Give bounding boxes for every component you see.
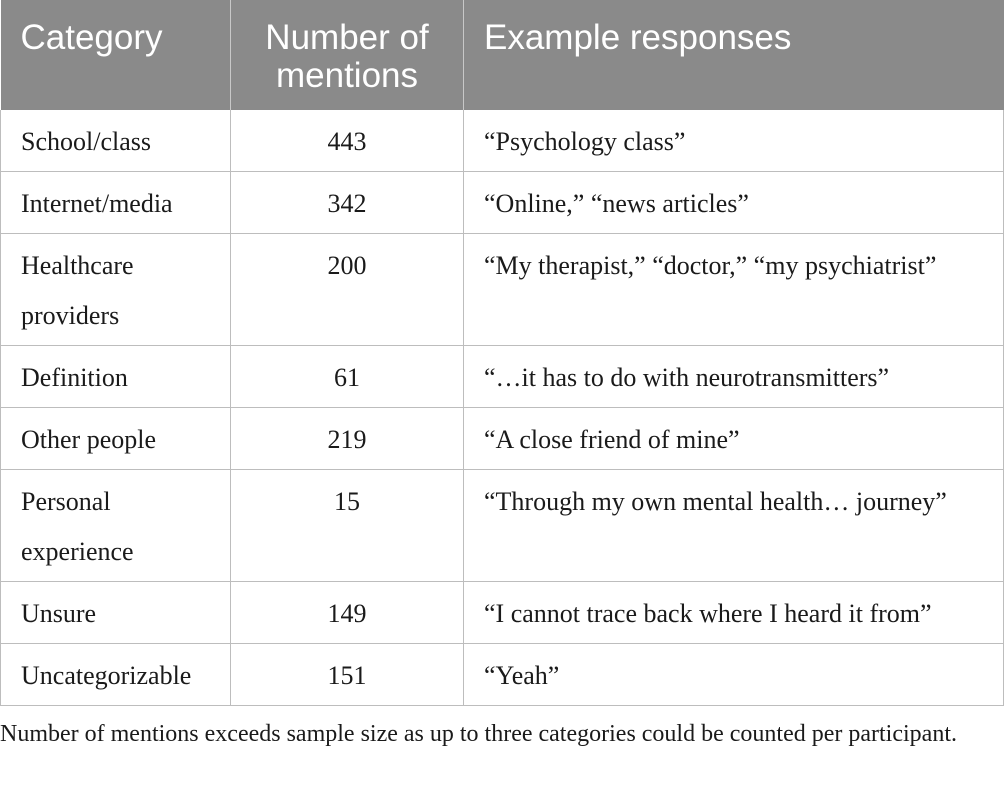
header-mentions: Number of mentions (231, 0, 464, 110)
cell-mentions: 149 (231, 582, 464, 644)
cell-category: Healthcare providers (1, 234, 231, 346)
cell-example: “My therapist,” “doctor,” “my psychiatrist” (464, 234, 1004, 346)
cell-category: Personal experience (1, 470, 231, 582)
cell-example: “Psychology class” (464, 110, 1004, 172)
table-row (1, 582, 1004, 644)
table-header (1, 0, 1004, 110)
header-examples: Example responses (464, 0, 1004, 110)
cell-mentions: 342 (231, 172, 464, 234)
cell-mentions: 219 (231, 408, 464, 470)
cell-category: Other people (1, 408, 231, 470)
table-row (1, 346, 1004, 408)
table-row (1, 234, 1004, 346)
table-footnote: Number of mentions exceeds sample size as up to three categories could be counted per participant. (0, 721, 957, 747)
header-row (1, 0, 1004, 110)
cell-example: “Yeah” (464, 644, 1004, 706)
table-row (1, 408, 1004, 470)
cell-mentions: 200 (231, 234, 464, 346)
header-category: Category (1, 0, 231, 110)
cell-example: “I cannot trace back where I heard it from” (464, 582, 1004, 644)
cell-category: Definition (1, 346, 231, 408)
table-row (1, 110, 1004, 172)
table-row (1, 644, 1004, 706)
table-body (1, 110, 1004, 706)
cell-example: “…it has to do with neurotransmitters” (464, 346, 1004, 408)
cell-mentions: 443 (231, 110, 464, 172)
cell-category: Internet/media (1, 172, 231, 234)
cell-mentions: 61 (231, 346, 464, 408)
cell-example: “A close friend of mine” (464, 408, 1004, 470)
cell-example: “Through my own mental health… journey” (464, 470, 1004, 582)
table-row (1, 172, 1004, 234)
cell-mentions: 15 (231, 470, 464, 582)
cell-example: “Online,” “news articles” (464, 172, 1004, 234)
cell-mentions: 151 (231, 644, 464, 706)
cell-category: Unsure (1, 582, 231, 644)
cell-category: Uncategorizable (1, 644, 231, 706)
table-row (1, 470, 1004, 582)
cell-category: School/class (1, 110, 231, 172)
